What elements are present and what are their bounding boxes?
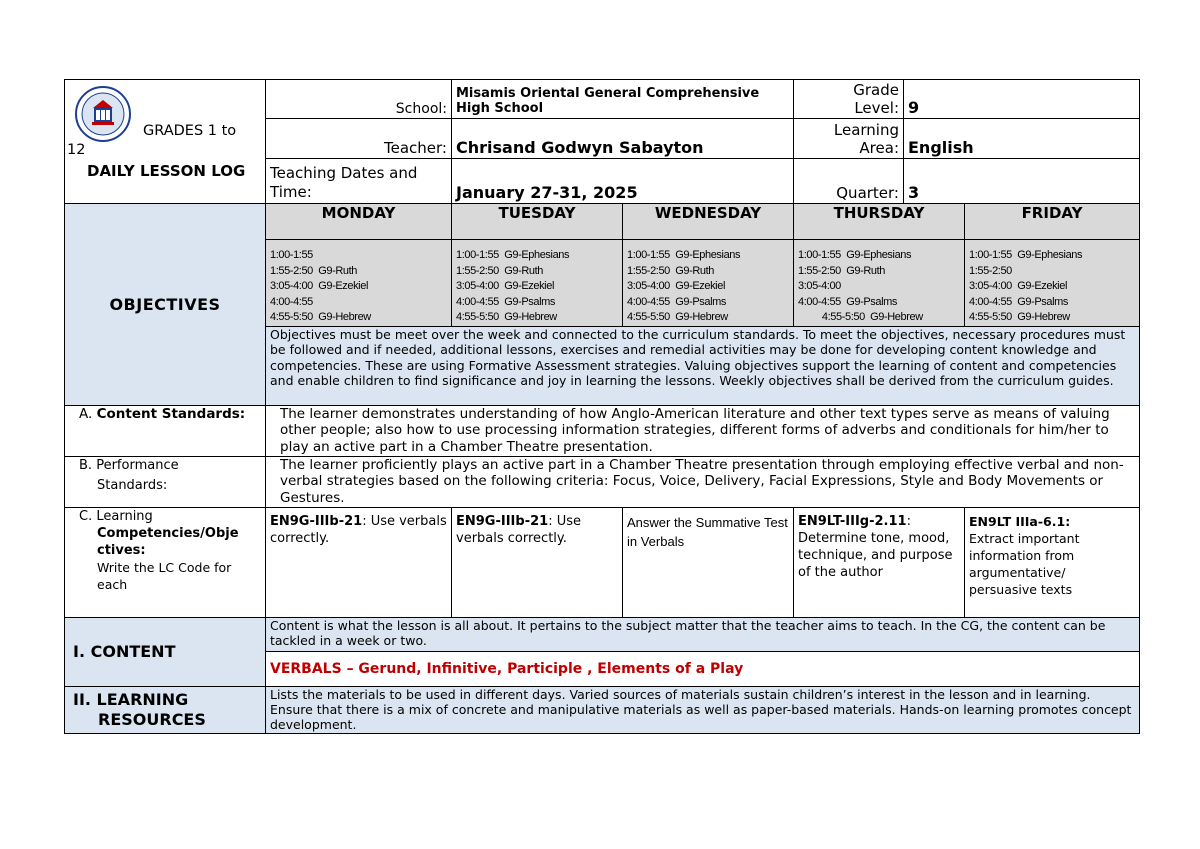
content-note: Content is what the lesson is all about. It pertains to the subject matter that the teacher aims to teach. In the CG, the content can be tackled in a week or two. xyxy=(266,617,1140,651)
competency-wednesday: Answer the Summative Test in Verbals xyxy=(623,507,794,617)
header-logo-cell xyxy=(65,80,266,204)
school-value: Misamis Oriental General Comprehensive High School xyxy=(452,80,794,119)
content-standards-label: A. Content Standards: xyxy=(65,405,266,456)
learning-resources-label: II. LEARNING RESOURCES xyxy=(65,686,266,733)
teacher-label: Teacher: xyxy=(266,119,452,159)
log-title: DAILY LESSON LOG xyxy=(87,162,246,180)
content-standards-text: The learner demonstrates understanding of how Anglo-American literature and other text types serve as means of valuing other people; also how to use processing information strategies, different forms of adverbs and conditionals for him/her to play an active part in a Chamber Theatre presentation. xyxy=(266,405,1140,456)
content-label: I. CONTENT xyxy=(65,617,266,686)
schedule-thursday: 1:00-1:55 G9-Ephesians 1:55-2:50 G9-Ruth 3:05-4:00 4:00-4:55 G9-Psalms 4:55-5:50 G9-Hebrew xyxy=(794,240,965,327)
quarter-value: 3 xyxy=(904,159,1140,204)
day-header-wednesday: WEDNESDAY xyxy=(623,204,794,240)
competencies-label: C. Learning Competencies/Obje ctives: Write the LC Code for each xyxy=(65,507,266,617)
lc-code-instruction: Write the LC Code for each xyxy=(97,559,232,592)
performance-standards-text: The learner proficiently plays an active part in a Chamber Theatre presentation through employing effective verbal and non- verbal strategies based on the following criteria: Focus, Voice, Delivery, Facial Expressions, Style and Body Movements or Gestures. xyxy=(266,456,1140,507)
competency-monday: EN9G-IIIb-21: Use verbals correctly. xyxy=(266,507,452,617)
performance-standards-label: B. Performance Standards: xyxy=(65,456,266,507)
teacher-value: Chrisand Godwyn Sabayton xyxy=(452,119,794,159)
day-header-friday: FRIDAY xyxy=(965,204,1140,240)
learning-resources-note: Lists the materials to be used in different days. Varied sources of materials sustain children’s interest in the lesson and in learning. Ensure that there is a mix of concrete and manipulative materials as well as paper-based materials. Hands-on learning promotes concept development. xyxy=(266,686,1140,733)
grade-level-label: Grade Level: xyxy=(794,80,904,119)
content-topic: VERBALS – Gerund, Infinitive, Participle , Elements of a Play xyxy=(266,651,1140,686)
schedule-tuesday: 1:00-1:55 G9-Ephesians 1:55-2:50 G9-Ruth 3:05-4:00 G9-Ezekiel 4:00-4:55 G9-Psalms 4:55-5:50 G9-Hebrew xyxy=(452,240,623,327)
daily-lesson-log-table xyxy=(64,79,1140,734)
teaching-dates-value: January 27-31, 2025 xyxy=(452,159,794,204)
grades-label: GRADES 1 to 12 xyxy=(67,123,237,158)
grade-level-value: 9 xyxy=(904,80,1140,119)
learning-area-label: Learning Area: xyxy=(794,119,904,159)
schedule-friday: 1:00-1:55 G9-Ephesians 1:55-2:50 3:05-4:00 G9-Ezekiel 4:00-4:55 G9-Psalms 4:55-5:50 G9-Hebrew xyxy=(965,240,1140,327)
objectives-note: Objectives must be meet over the week and connected to the curriculum standards. To meet the objectives, necessary procedures must be followed and if needed, additional lessons, exercises and remedial activities may be done for developing content knowledge and competencies. These are using Formative Assessment strategies. Valuing objectives support the learning of content and competencies and enable children to find significance and joy in learning the lessons. Weekly objectives shall be derived from the curriculum guides. xyxy=(266,326,1140,405)
day-header-tuesday: TUESDAY xyxy=(452,204,623,240)
day-header-thursday: THURSDAY xyxy=(794,204,965,240)
quarter-label: Quarter: xyxy=(794,159,904,204)
day-header-monday: MONDAY xyxy=(266,204,452,240)
competency-thursday: EN9LT-IIIg-2.11: Determine tone, mood, technique, and purpose of the author xyxy=(794,507,965,617)
content-standards-title: Content Standards: xyxy=(96,405,246,422)
competency-friday: EN9LT IIIa-6.1: Extract important information from argumentative/ persuasive texts xyxy=(965,507,1140,617)
competency-tuesday: EN9G-IIIb-21: Use verbals correctly. xyxy=(452,507,623,617)
school-label: School: xyxy=(266,80,452,119)
schedule-wednesday: 1:00-1:55 G9-Ephesians 1:55-2:50 G9-Ruth 3:05-4:00 G9-Ezekiel 4:00-4:55 G9-Psalms 4:55-5:50 G9-Hebrew xyxy=(623,240,794,327)
learning-area-value: English xyxy=(904,119,1140,159)
objectives-label: OBJECTIVES xyxy=(65,204,266,406)
schedule-monday: 1:00-1:55 1:55-2:50 G9-Ruth 3:05-4:00 G9-Ezekiel 4:00-4:55 4:55-5:50 G9-Hebrew xyxy=(266,240,452,327)
teaching-dates-label: Teaching Dates and Time: xyxy=(266,159,452,204)
